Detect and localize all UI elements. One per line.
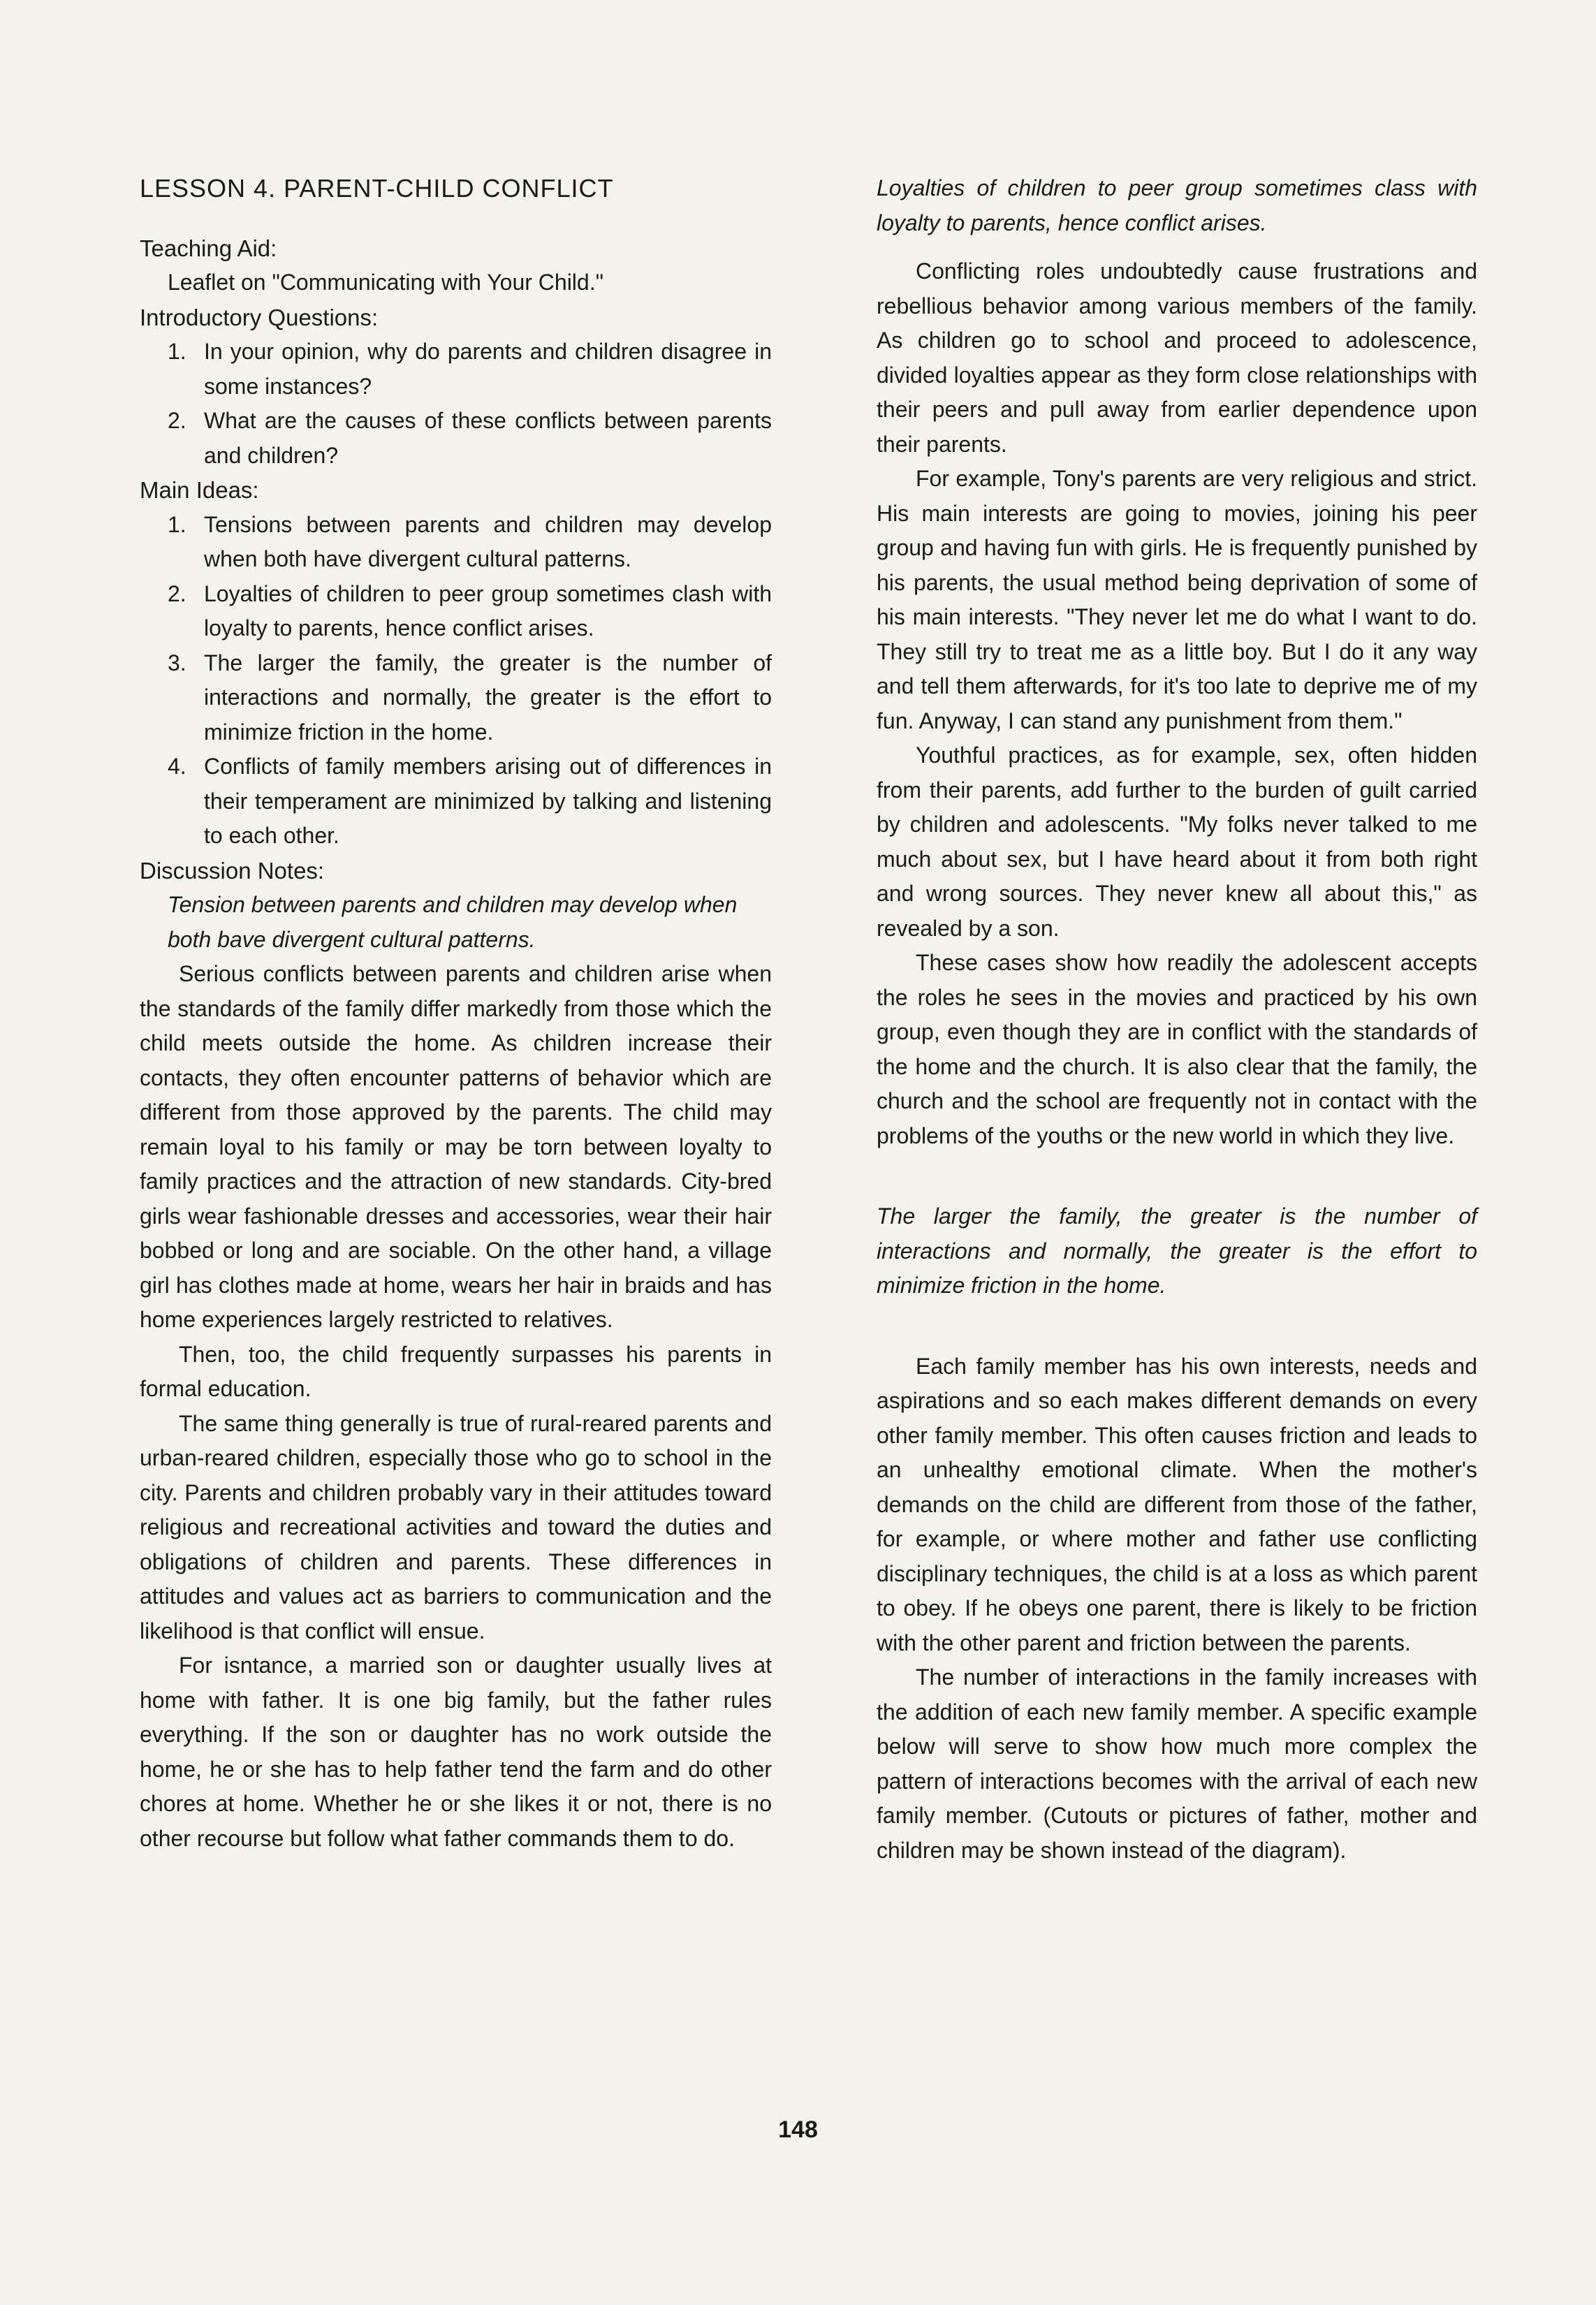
teaching-aid-label: Teaching Aid: (140, 235, 277, 261)
paragraph: Each family member has his own interests, needs and aspirations and so each makes different demands on every other family member. This often causes friction and leads to an unhealthy emotional climate. When the mother's demands on the child are different from those of the father, for example, or where mother and father use conflicting disciplinary techniques, the child is at a loss as which parent to obey. If he obeys one parent, there is likely to be friction with the other parent and friction between the parents. (877, 1353, 1477, 1655)
paragraph: For example, Tony's parents are very religious and strict. His main interests are going to movies, joining his peer group and having fun with girls. He is frequently punished by his parents, the usual method being deprivation of some of his main interests. "They never let me do what I want to do. They still try to treat me as a little boy. But I do it any way and tell them afterwards, for it's too late to deprive me of my fun. Anyway, I can stand any punishment from them." (877, 466, 1477, 733)
paragraph: The number of interactions in the family increases with the addition of each new family member. A specific example below will serve to show how much more complex the pattern of interactions becomes with the arrival of each new family member. (Cutouts or pictures of father, mother and children may be shown instead of the diagram). (877, 1664, 1477, 1863)
lesson-title: LESSON 4. PARENT-CHILD CONFLICT (140, 174, 614, 203)
discussion-heading: The larger the family, the greater is the number of interactions and normally, the greater is the effort to minimize friction in the home. (877, 1203, 1477, 1298)
paragraph: Then, too, the child frequently surpasses his parents in formal education. (140, 1341, 772, 1401)
left-column (140, 171, 772, 1856)
paragraph: For isntance, a married son or daughter usually lives at home with father. It is one big family, but the father rules everything. If the son or daughter has no work outside the home, he or she has to help father tend the farm and do other chores at home. Whether he or she likes it or not, there is no other recourse but follow what father commands them to do. (140, 1653, 772, 1851)
discussion-label: Discussion Notes: (140, 857, 325, 884)
right-column (877, 171, 1477, 1868)
main-idea-item: 4. Conflicts of family members arising out of differences in their temperament are minimized by talking and listening to each other. (168, 754, 772, 848)
main-idea-item: 3. The larger the family, the greater is the number of interactions and normally, the greater is the effort to minimize friction in the home. (168, 650, 772, 745)
question-item: 1. In your opinion, why do parents and children disagree in some instances? (168, 339, 772, 399)
main-idea-item: 2. Loyalties of children to peer group sometimes clash with loyalty to parents, hence conflict arises. (168, 580, 772, 641)
main-ideas-label: Main Ideas: (140, 477, 259, 503)
main-idea-item: 1. Tensions between parents and children may develop when both have divergent cultural patterns. (168, 511, 772, 571)
introductory-label: Introductory Questions: (140, 304, 379, 330)
discussion-heading: Loyalties of children to peer group sometimes class with loyalty to parents, hence conflict arises. (877, 175, 1477, 235)
paragraph: Serious conflicts between parents and children arise when the standards of the family differ markedly from those which the child meets outside the home. As children increase their contacts, they often encounter patterns of behavior which are different from those approved by the parents. The child may remain loyal to his family or may be torn between loyalty to family practices and the attraction of new standards. City-bred girls wear fashionable dresses and accessories, wear their hair bobbed or long and are sociable. On the other hand, a village girl has clothes made at home, wears her hair in braids and has home experiences largely restricted to relatives. (140, 961, 772, 1332)
paragraph: These cases show how readily the adolescent accepts the roles he sees in the movies and practiced by his own group, even though they are in conflict with the standards of the home and the church. It is also clear that the family, the church and the school are frequently not in contact with the problems of the youths or the new world in which they live. (877, 950, 1477, 1148)
question-item: 2. What are the causes of these conflicts between parents and children? (168, 408, 772, 468)
paragraph: Conflicting roles undoubtedly cause frustrations and rebellious behavior among various members of the family. As children go to school and proceed to adolescence, divided loyalties appear as they form close relationships with their peers and pull away from earlier dependence upon their parents. (877, 258, 1477, 457)
paragraph: Youthful practices, as for example, sex, often hidden from their parents, add further to the burden of guilt carried by children and adolescents. "My folks never talked to me much about sex, but I have heard about it from both right and wrong sources. They never knew all about this," as revealed by a son. (877, 742, 1477, 941)
page-number: 148 (778, 2116, 818, 2143)
discussion-heading: Tension between parents and children may develop when both bave divergent cultural patterns. (168, 892, 738, 952)
paragraph: The same thing generally is true of rural-reared parents and urban-reared children, especially those who go to school in the city. Parents and children probably vary in their attitudes toward religious and recreational activities and toward the duties and obligations of children and parents. These differences in attitudes and values act as barriers to communication and the likelihood is that conflict will ensue. (140, 1410, 772, 1644)
teaching-aid-text: Leaflet on "Communicating with Your Child." (168, 270, 603, 295)
